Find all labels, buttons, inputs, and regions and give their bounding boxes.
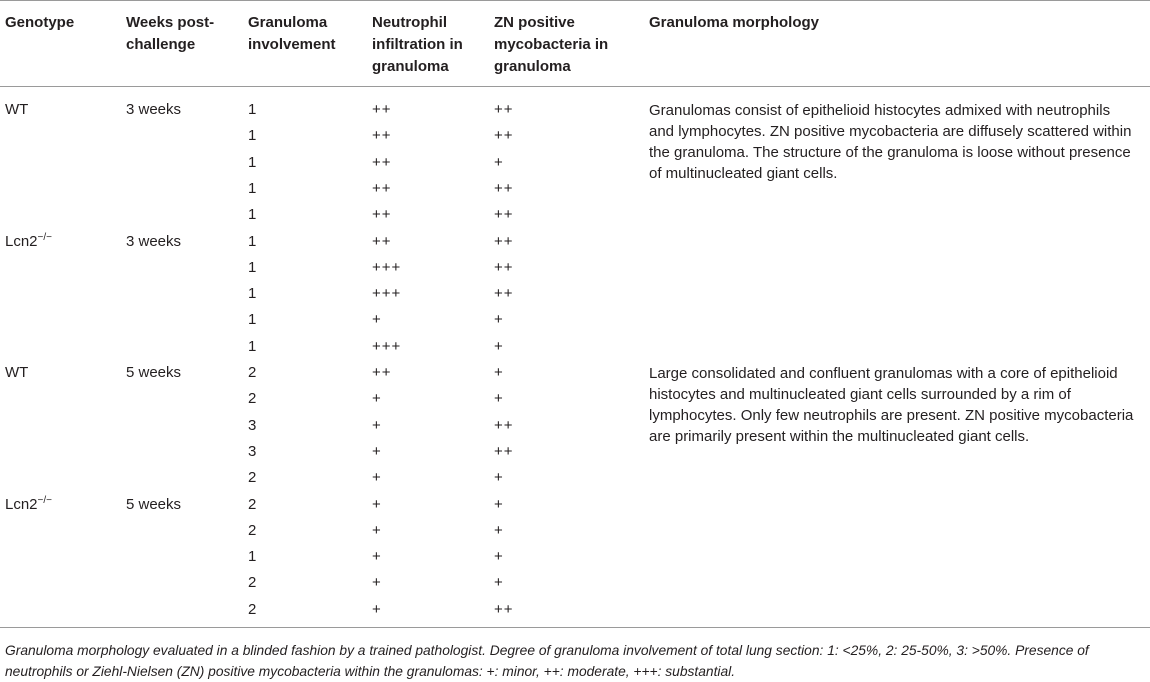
zn-cell: + — [494, 521, 504, 539]
neutrophil-cell: + — [372, 442, 382, 460]
zn-cell: ++ — [494, 416, 514, 434]
weeks-cell: 5 weeks — [126, 495, 182, 513]
weeks-cell: 3 weeks — [126, 101, 182, 118]
involvement-cell: 1 — [248, 153, 257, 171]
morphology-cell: Large consolidated and confluent granulomas with a core of epithelioid histocytes and multinucleated giant cells surrounded by a rim of lymphocytes. Only few neutrophils are present. ZN positive mycobacteria are primarily present within the multinucleated giant cells. — [649, 365, 1134, 445]
involvement-cell: 1 — [248, 311, 257, 329]
neutrophil-cell: ++ — [372, 179, 392, 197]
involvement-cell: 1 — [248, 258, 257, 276]
genotype-superscript: −/− — [37, 231, 52, 243]
genotype-label: Lcn2 — [5, 232, 38, 250]
zn-cell: ++ — [494, 179, 514, 197]
neutrophil-cell: + — [372, 495, 382, 513]
header-neutrophil — [372, 12, 463, 78]
involvement-cell: 2 — [248, 364, 257, 381]
involvement-cell: 1 — [248, 101, 257, 118]
neutrophil-cell: + — [372, 574, 382, 592]
neutrophil-cell: ++ — [372, 127, 392, 145]
header-line: Genotype — [5, 14, 75, 31]
neutrophil-cell: ++ — [372, 153, 392, 171]
zn-cell: + — [494, 364, 504, 381]
header-line: granuloma — [494, 58, 571, 75]
genotype-cell — [5, 363, 28, 383]
zn-cell: + — [494, 574, 504, 592]
weeks-cell: 3 weeks — [126, 232, 182, 250]
neutrophil-cell: ++ — [372, 364, 392, 381]
involvement-cell: 2 — [248, 390, 257, 408]
neutrophil-cell: + — [372, 416, 382, 434]
involvement-cell: 1 — [248, 179, 257, 197]
weeks-cell: 5 weeks — [126, 364, 182, 381]
header-line: Neutrophil — [372, 14, 447, 31]
header-weeks — [126, 12, 214, 56]
header-morphology — [649, 12, 819, 34]
zn-cell: + — [494, 548, 504, 566]
zn-cell: + — [494, 153, 504, 171]
table-footnote: Granuloma morphology evaluated in a blinded fashion by a trained pathologist. Degree of granuloma involvement of total lung section: 1: <25%, 2: 25-50%, 3: >50%. Presence of neutrophils or Ziehl-Nielsen (ZN) positive mycobacteria within the granulomas: +: minor, ++: moderate, +++: substantial. — [5, 643, 1089, 679]
involvement-cell: 1 — [248, 337, 257, 355]
involvement-cell: 2 — [248, 521, 257, 539]
involvement-cell: 2 — [248, 600, 257, 618]
genotype-cell — [5, 495, 52, 515]
involvement-cell: 1 — [248, 127, 257, 145]
zn-cell: ++ — [494, 127, 514, 145]
header-line: Granuloma morphology — [649, 14, 820, 31]
involvement-cell: 3 — [248, 416, 257, 434]
header-rule — [0, 86, 1150, 87]
neutrophil-cell: + — [372, 548, 382, 566]
zn-cell: ++ — [494, 232, 514, 250]
header-zn — [494, 12, 608, 78]
involvement-cell: 2 — [248, 574, 257, 592]
header-line: granuloma — [372, 58, 449, 75]
zn-cell: ++ — [494, 442, 514, 460]
zn-cell: ++ — [494, 101, 514, 118]
zn-cell: + — [494, 390, 504, 408]
genotype-superscript: −/− — [37, 494, 52, 506]
zn-cell: ++ — [494, 206, 514, 224]
involvement-cell: 3 — [248, 442, 257, 460]
zn-cell: ++ — [494, 600, 514, 618]
zn-cell: + — [494, 469, 504, 487]
neutrophil-cell: ++ — [372, 206, 392, 224]
header-involvement — [248, 12, 336, 56]
neutrophil-cell: +++ — [372, 337, 402, 355]
genotype-cell — [5, 100, 28, 120]
zn-cell: + — [494, 495, 504, 513]
involvement-cell: 1 — [248, 206, 257, 224]
neutrophil-cell: + — [372, 521, 382, 539]
neutrophil-cell: +++ — [372, 285, 402, 303]
header-line: Granuloma — [248, 14, 328, 31]
involvement-cell: 1 — [248, 548, 257, 566]
zn-cell: + — [494, 311, 504, 329]
zn-cell: ++ — [494, 285, 514, 303]
neutrophil-cell: ++ — [372, 101, 392, 118]
zn-cell: + — [494, 337, 504, 355]
neutrophil-cell: + — [372, 469, 382, 487]
neutrophil-cell: +++ — [372, 258, 402, 276]
neutrophil-cell: + — [372, 311, 382, 329]
header-line: ZN positive — [494, 14, 575, 31]
genotype-label: Lcn2 — [5, 495, 38, 513]
neutrophil-cell: + — [372, 390, 382, 408]
zn-cell: ++ — [494, 258, 514, 276]
involvement-cell: 1 — [248, 232, 257, 250]
morphology-cell: Granulomas consist of epithelioid histocytes admixed with neutrophils and lymphocytes. ZN positive mycobacteria are diffusely scattered within the granuloma. The structure of the granuloma is loose without presence of multinucleated giant cells. — [649, 102, 1132, 182]
header-line: involvement — [248, 36, 336, 53]
header-line: mycobacteria in — [494, 36, 609, 53]
header-line: challenge — [126, 36, 196, 53]
top-rule — [0, 0, 1150, 1]
genotype-label: WT — [5, 101, 29, 118]
bottom-rule — [0, 627, 1150, 628]
header-line: Weeks post- — [126, 14, 215, 31]
genotype-label: WT — [5, 364, 29, 381]
involvement-cell: 1 — [248, 285, 257, 303]
involvement-cell: 2 — [248, 495, 257, 513]
genotype-cell — [5, 232, 52, 252]
neutrophil-cell: ++ — [372, 232, 392, 250]
header-line: infiltration in — [372, 36, 463, 53]
involvement-cell: 2 — [248, 469, 257, 487]
neutrophil-cell: + — [372, 600, 382, 618]
header-genotype — [5, 12, 74, 34]
